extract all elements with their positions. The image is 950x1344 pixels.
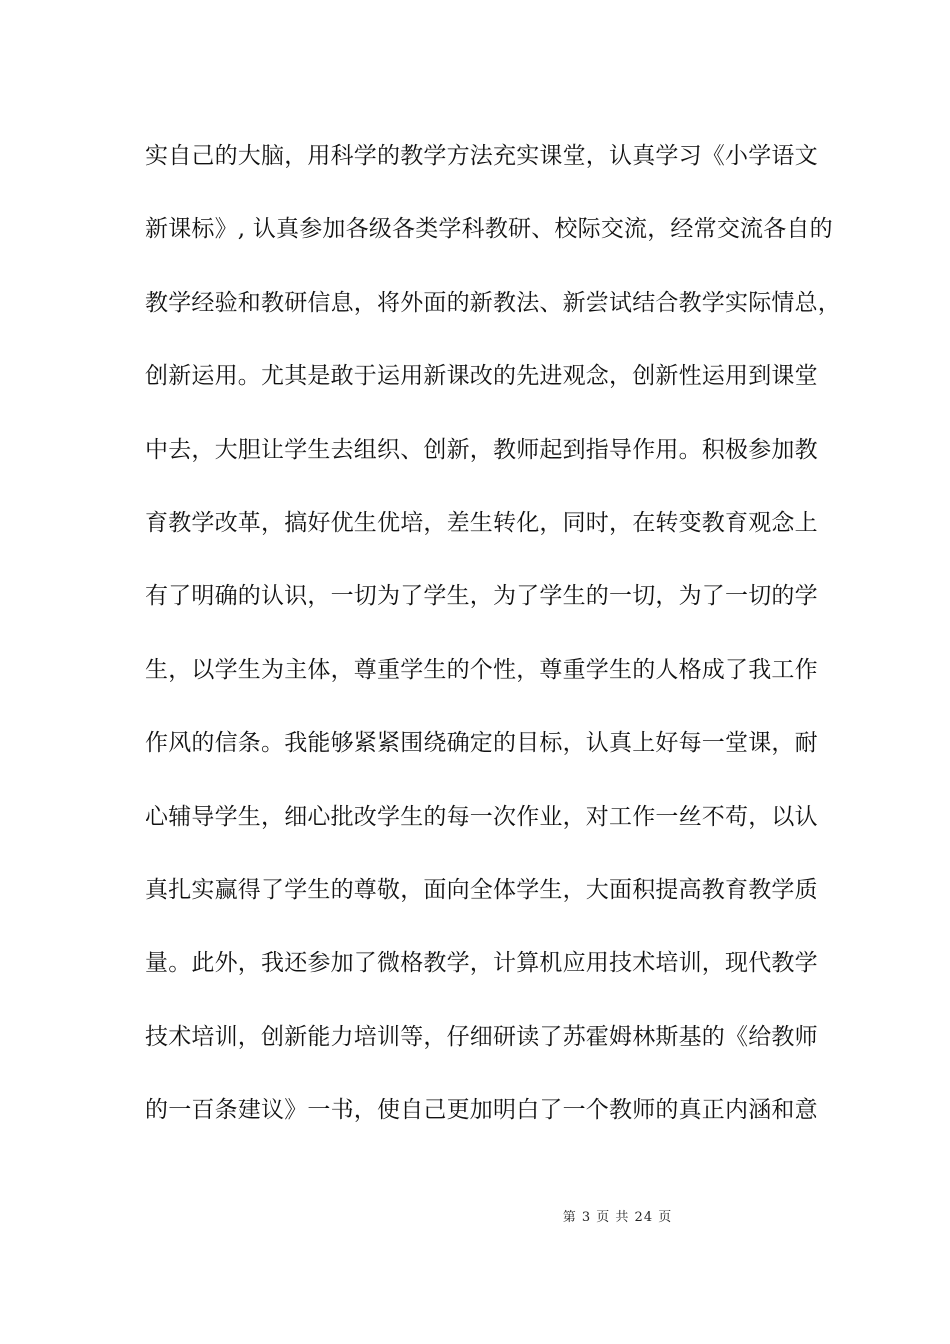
text-line: 有了明确的认识，一切为了学生，为了学生的一切，为了一切的学 xyxy=(145,583,818,610)
text-line: 育教学改革，搞好优生优培，差生转化，同时，在转变教育观念上 xyxy=(145,509,818,536)
text-line: 中去，大胆让学生去组织、创新，教师起到指导作用。积极参加教 xyxy=(145,436,818,463)
text-line: 新课标》, 认真参加各级各类学科教研、校际交流，经常交流各自的 xyxy=(145,216,833,243)
text-line: 作风的信条。我能够紧紧围绕确定的目标，认真上好每一堂课，耐 xyxy=(145,730,818,757)
document-body xyxy=(145,134,841,1161)
page-number-footer: 第 3 页 共 24 页 xyxy=(562,1210,673,1225)
text-line: 实自己的大脑，用科学的教学方法充实课堂，认真学习《小学语文 xyxy=(145,143,818,169)
text-line: 教学经验和教研信息，将外面的新教法、新尝试结合教学实际情总， xyxy=(145,289,841,316)
text-line: 的一百条建议》一书，使自己更加明白了一个教师的真正内涵和意 xyxy=(145,1097,818,1124)
text-line: 真扎实赢得了学生的尊敬，面向全体学生，大面积提高教育教学质 xyxy=(145,876,818,903)
text-line: 心辅导学生，细心批改学生的每一次作业，对工作一丝不苟，以认 xyxy=(145,803,818,830)
text-line: 量。此外，我还参加了微格教学，计算机应用技术培训，现代教学 xyxy=(145,950,818,977)
text-line: 生，以学生为主体，尊重学生的个性，尊重学生的人格成了我工作 xyxy=(145,656,818,683)
text-line: 创新运用。尤其是敢于运用新课改的先进观念，创新性运用到课堂 xyxy=(145,363,818,390)
text-line: 技术培训，创新能力培训等，仔细研读了苏霍姆林斯基的《给教师 xyxy=(145,1023,818,1050)
